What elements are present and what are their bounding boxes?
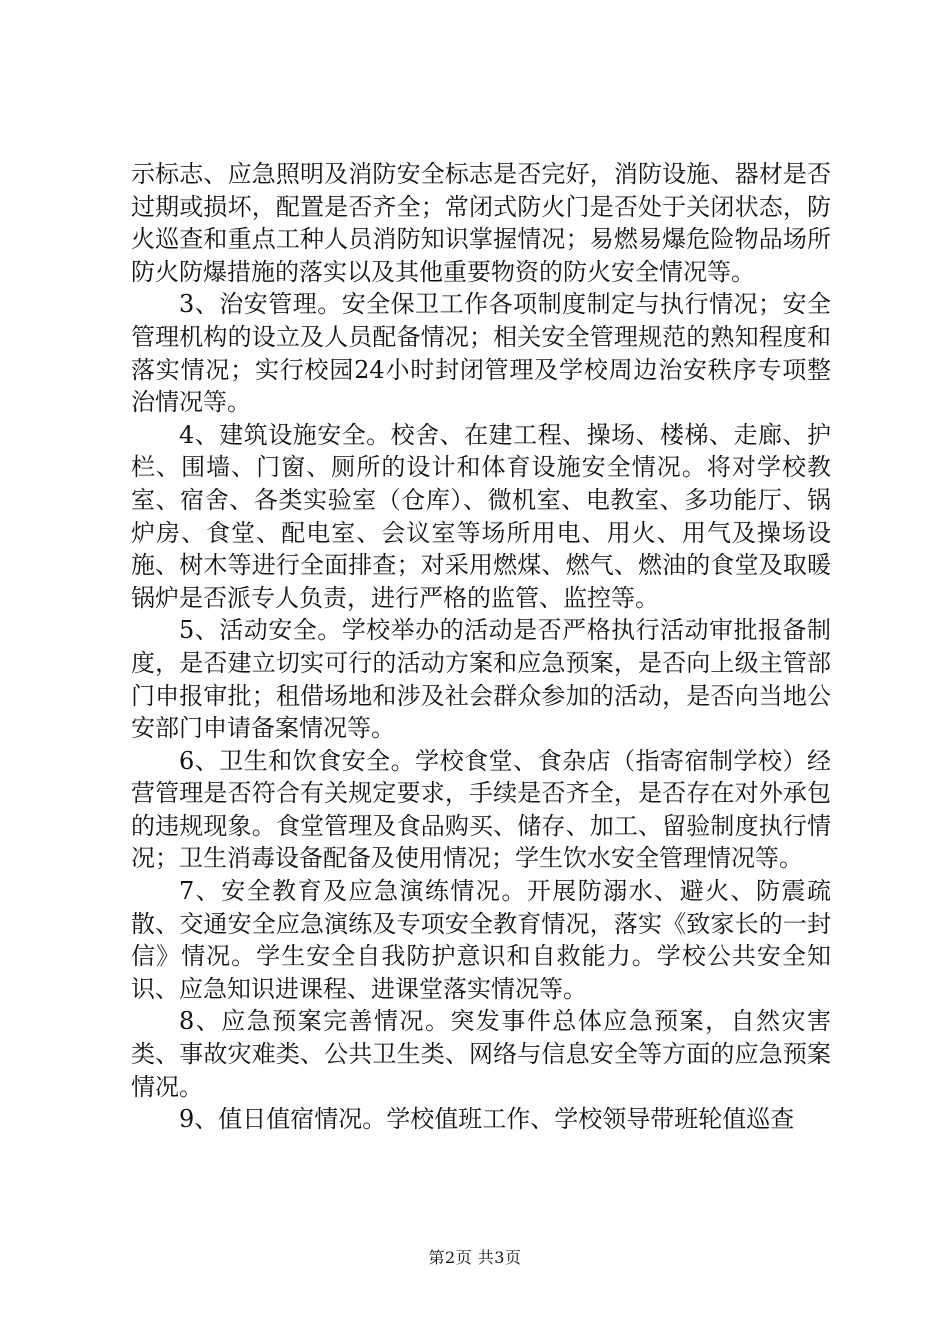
document-body (131, 158, 831, 1136)
paragraph-item-7: 7、安全教育及应急演练情况。开展防溺水、避火、防震疏散、交通安全应急演练及专项安全教育情况，落实《致家长的一封信》情况。学生安全自我防护意识和自救能力。学校公共安全知识、应急知识进课程、进课堂落实情况等。 (131, 877, 831, 1003)
paragraph-item-3: 3、治安管理。安全保卫工作各项制度制定与执行情况；安全管理机构的设立及人员配备情况；相关安全管理规范的熟知程度和落实情况；实行校园24小时封闭管理及学校周边治安秩序专项整治情况等。 (131, 290, 831, 417)
paragraph-item-5: 5、活动安全。学校举办的活动是否严格执行活动审批报备制度，是否建立切实可行的活动方案和应急预案，是否向上级主管部门申报审批；租借场地和涉及社会群众参加的活动，是否向当地公安部门申请备案情况等。 (131, 616, 831, 743)
page-number-footer: 第2页 共3页 (428, 1248, 522, 1267)
paragraph-continuation: 示标志、应急照明及消防安全标志是否完好，消防设施、器材是否过期或损坏，配置是否齐全；常闭式防火门是否处于关闭状态，防火巡查和重点工种人员消防知识掌握情况；易燃易爆危险物品场所防火防爆措施的落实以及其他重要物资的防火安全情况等。 (131, 160, 831, 286)
paragraph-item-9: 9、值日值宿情况。学校值班工作、学校领导带班轮值巡查 (179, 1105, 795, 1134)
paragraph-item-4: 4、建筑设施安全。校舍、在建工程、操场、楼梯、走廊、护栏、围墙、门窗、厕所的设计和体育设施安全情况。将对学校教室、宿舍、各类实验室（仓库）、微机室、电教室、多功能厅、锅炉房、食堂、配电室、会议室等场所用电、用火、用气及操场设施、树木等进行全面排查；对采用燃煤、燃气、燃油的食堂及取暖锅炉是否派专人负责，进行严格的监管、监控等。 (131, 420, 831, 612)
paragraph-item-8: 8、应急预案完善情况。突发事件总体应急预案，自然灾害类、事故灾难类、公共卫生类、网络与信息安全等方面的应急预案情况。 (131, 1007, 831, 1101)
paragraph-item-6: 6、卫生和饮食安全。学校食堂、食杂店（指寄宿制学校）经营管理是否符合有关规定要求，手续是否齐全，是否存在对外承包的违规现象。食堂管理及食品购买、储存、加工、留验制度执行情况；卫生消毒设备配备及使用情况；学生饮水安全管理情况等。 (131, 746, 831, 873)
